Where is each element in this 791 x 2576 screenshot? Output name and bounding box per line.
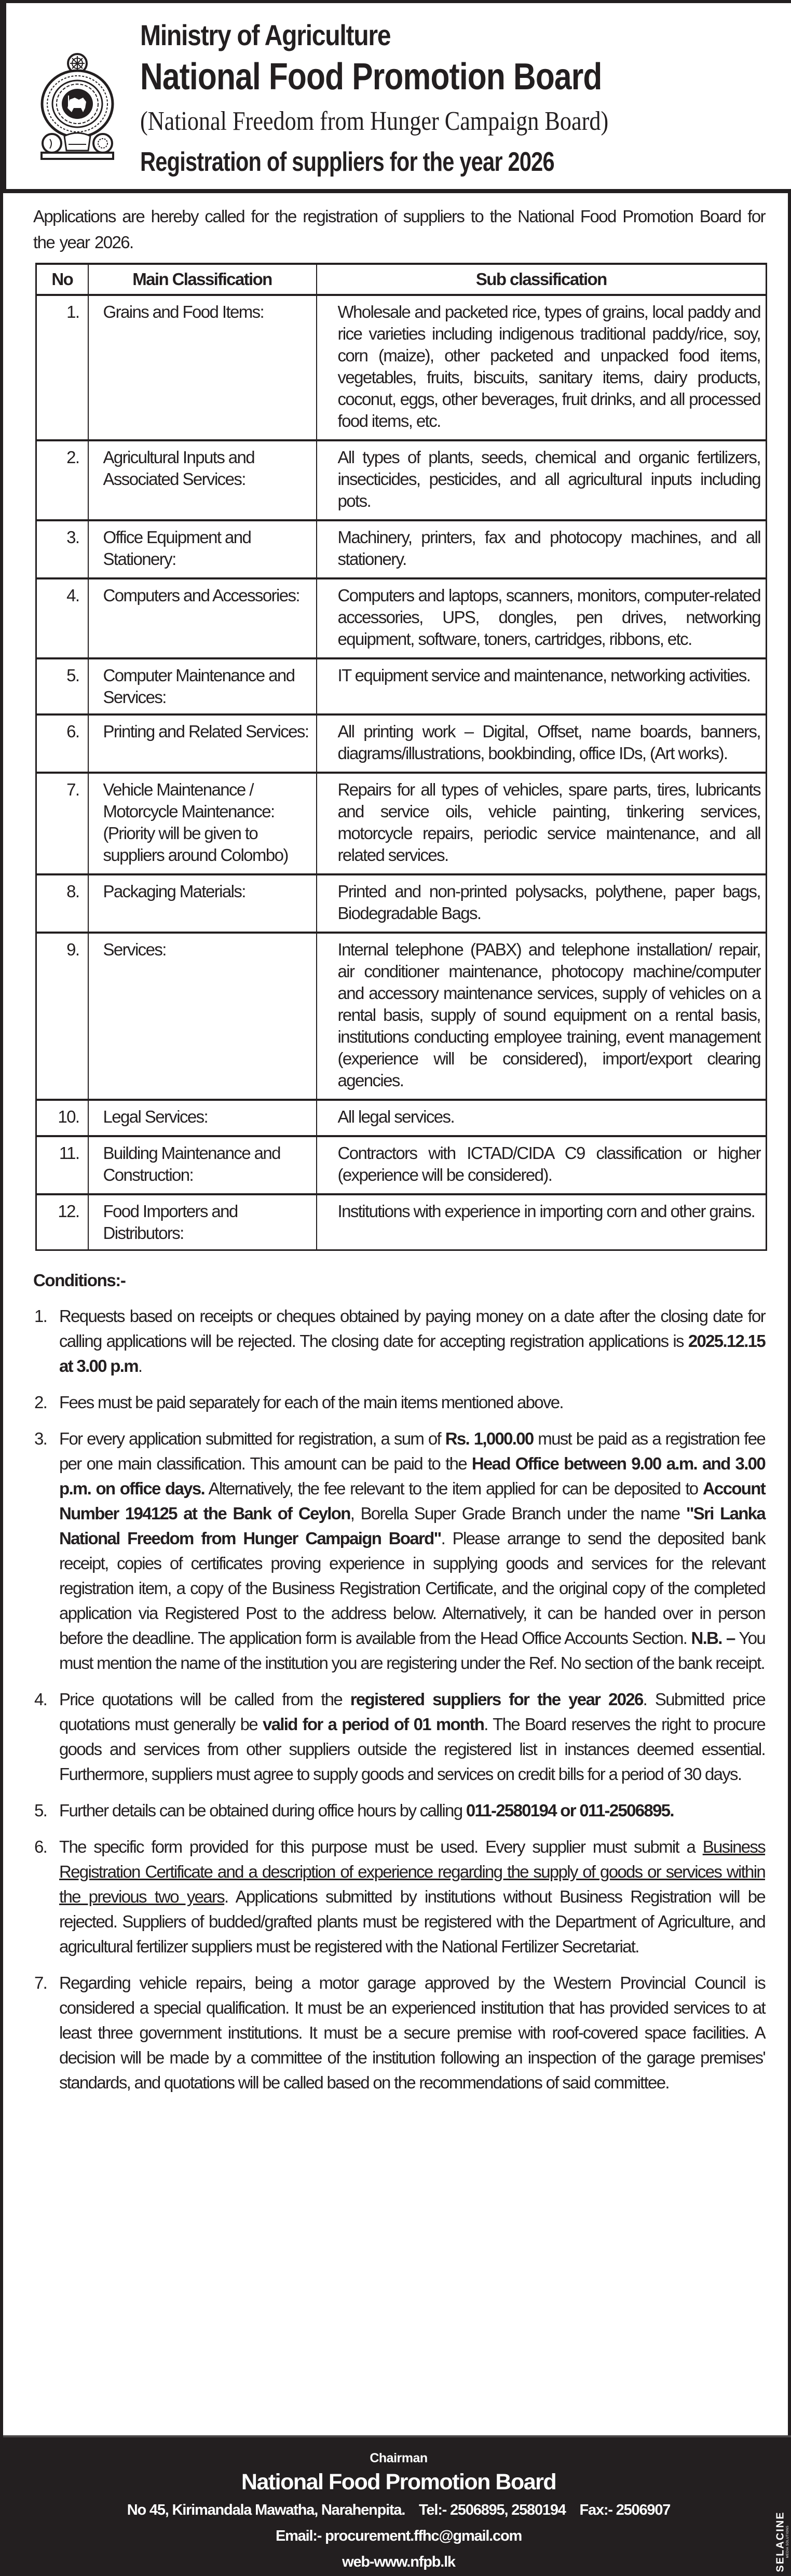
- emphasized-text: "Sri Lanka National Freedom from Hunger Campaign Board": [59, 1504, 765, 1548]
- main-classification: Packaging Materials:: [88, 874, 317, 933]
- condition-item: [33, 1426, 765, 1676]
- fax: Fax:- 2506907: [579, 2502, 671, 2518]
- website: web-www.nfpb.lk: [342, 2554, 455, 2570]
- condition-text: You must mention the name of the institution you are registering under the Ref. No section of the bank receipt.: [59, 1628, 765, 1673]
- condition-text: . Please arrange to send the deposited bank receipt, copies of certificates proving experience in supplying goods and services for the relevant registration item, a copy of the Business Registration Certificate, and the original copy of the completed application via Registered Post to the address below. Alternatively, it can be handed over in person before the deadline. The application form is available from the Head Office Accounts Section.: [59, 1529, 765, 1648]
- header: [3, 0, 791, 193]
- emphasized-text: Account Number 194125 at the Bank of Ceylon: [59, 1479, 766, 1523]
- emphasized-text: 2025.12.15 at 3.00 p.m: [59, 1331, 765, 1375]
- condition-text: Alternatively, the fee relevant to the item applied for can be deposited to: [204, 1479, 703, 1498]
- row-number: 8.: [36, 874, 88, 933]
- classification-table: [35, 263, 767, 1251]
- contact-address-line: [3, 2499, 791, 2521]
- board-name: National Food Promotion Board: [140, 56, 602, 98]
- underlined-text: Business Registration Certificate and a description of experience regarding the supply of goods or services within the previous two years: [59, 1837, 765, 1906]
- emphasized-text: registered suppliers for the year 2026: [350, 1690, 643, 1709]
- sub-classification: Repairs for all types of vehicles, spare parts, tires, lubricants and service oils, vehicle painting, tinkering services, motorcycle repairs, periodic service maintenance, and all related services.: [317, 773, 767, 874]
- condition-item: [33, 1798, 765, 1823]
- condition-text: , Borella Super Grade Branch under the name: [350, 1504, 686, 1523]
- header-titles: [140, 19, 779, 179]
- table-row: [36, 440, 767, 520]
- row-number: 11.: [36, 1136, 88, 1194]
- condition-number: 6.: [34, 1837, 47, 1856]
- row-number: 9.: [36, 933, 88, 1100]
- main-classification: Printing and Related Services:: [88, 714, 317, 773]
- address: No 45, Kirimandala Mawatha, Narahenpita.: [127, 2502, 405, 2518]
- condition-text: Further details can be obtained during office hours by calling: [59, 1801, 466, 1820]
- table-row: [36, 658, 767, 714]
- condition-text: Regarding vehicle repairs, being a motor garage approved by the Western Provincial Council is considered a special qualification. It must be an experienced institution that has provided services to at least three government institutions. It must be a secure premise with roof-covered space facilities. A decision will be made by a committee of the institution following an inspection of the garage premises' standards, and quotations will be called based on the recommendations of said committee.: [59, 1973, 765, 2092]
- table-row: [36, 1136, 767, 1194]
- condition-text: For every application submitted for registration, a sum of: [59, 1429, 445, 1448]
- row-number: 6.: [36, 714, 88, 773]
- row-number: 2.: [36, 440, 88, 520]
- notice-title: Registration of suppliers for the year 2026: [140, 147, 554, 177]
- footer: [3, 2435, 791, 2576]
- row-number: 7.: [36, 773, 88, 874]
- col-header-sub-classification: Sub classification: [317, 264, 767, 295]
- email: Email:- procurement.ffhc@gmail.com: [275, 2528, 522, 2544]
- row-number: 1.: [36, 295, 88, 440]
- intro-paragraph: Applications are hereby called for the registration of suppliers to the National Food Promotion Board for the year 2026.: [33, 207, 765, 252]
- table-row: [36, 1100, 767, 1136]
- table-row: [36, 520, 767, 578]
- agency-name: SELACINE: [774, 2511, 786, 2572]
- condition-item: [33, 1304, 765, 1379]
- conditions-heading: Conditions:-: [33, 1271, 126, 1290]
- condition-number: 5.: [34, 1801, 47, 1820]
- main-classification: Agricultural Inputs and Associated Services:: [88, 440, 317, 520]
- condition-number: 7.: [34, 1973, 47, 1992]
- col-header-no: No: [36, 264, 88, 295]
- table-row: [36, 874, 767, 933]
- sub-classification: All legal services.: [317, 1100, 767, 1136]
- condition-text: Price quotations will be called from the: [59, 1690, 350, 1709]
- row-number: 5.: [36, 658, 88, 714]
- ministry-name: Ministry of Agriculture: [140, 19, 391, 51]
- sub-classification: All types of plants, seeds, chemical and organic fertilizers, insecticides, pesticides, and all agricultural inputs including pots.: [317, 440, 767, 520]
- condition-number: 1.: [34, 1306, 47, 1326]
- condition-item: [33, 1390, 765, 1415]
- condition-item: [33, 1835, 765, 1959]
- condition-number: 3.: [34, 1429, 47, 1448]
- sub-classification: IT equipment service and maintenance, networking activities.: [317, 658, 767, 714]
- emphasized-text: Rs. 1,000.00: [445, 1429, 534, 1448]
- row-number: 3.: [36, 520, 88, 578]
- telephone: Tel:- 2506895, 2580194: [419, 2502, 566, 2518]
- sub-classification: Computers and laptops, scanners, monitors, computer-related accessories, UPS, dongles, pen drives, networking equipment, software, toners, cartridges, ribbons, etc.: [317, 578, 767, 658]
- emphasized-text: Head Office between 9.00 a.m. and 3.00 p.m. on office days.: [59, 1454, 765, 1498]
- row-number: 12.: [36, 1194, 88, 1250]
- table-row: [36, 578, 767, 658]
- agency-tagline: MEDIA SOLUTIONS: [786, 2525, 789, 2558]
- row-number: 4.: [36, 578, 88, 658]
- condition-number: 4.: [34, 1690, 47, 1709]
- main-classification: Office Equipment and Stationery:: [88, 520, 317, 578]
- notice-body: [33, 204, 765, 2107]
- emphasized-text: 011-2580194 or 011-2506895.: [466, 1801, 674, 1820]
- condition-text: . The Board reserves the right to procure goods and services from other suppliers outside the registered list in instances deemed essential. Furthermore, suppliers must agree to supply goods and services on credit bills for a period of 30 days.: [59, 1715, 765, 1784]
- sri-lanka-emblem-icon: [38, 52, 116, 162]
- main-classification: Food Importers and Distributors:: [88, 1194, 317, 1250]
- sub-classification: Internal telephone (PABX) and telephone installation/ repair, air conditioner maintenance, photocopy machine/computer and accessory maintenance services, supply of vehicles on a rental basis, supply of sound equipment on a rental basis, institutions conducting employee training, event management (experience will be considered), import/export clearing agencies.: [317, 933, 767, 1100]
- campaign-board-name: (National Freedom from Hunger Campaign Board): [140, 106, 609, 136]
- table-row: [36, 295, 767, 440]
- main-classification: Building Maintenance and Construction:: [88, 1136, 317, 1194]
- emphasized-text: N.B. –: [691, 1628, 735, 1648]
- row-number: 10.: [36, 1100, 88, 1136]
- table-row: [36, 773, 767, 874]
- main-classification: Computer Maintenance and Services:: [88, 658, 317, 714]
- conditions-list: [33, 1304, 765, 2095]
- table-row: [36, 933, 767, 1100]
- footer-board-name: National Food Promotion Board: [241, 2470, 556, 2494]
- table-header-row: [36, 264, 767, 295]
- table-row: [36, 1194, 767, 1250]
- signatory-title: Chairman: [370, 2451, 428, 2465]
- agency-logo: [771, 2511, 790, 2573]
- main-classification: Computers and Accessories:: [88, 578, 317, 658]
- condition-text: . Applications submitted by institutions without Business Registration will be rejected. Suppliers of budded/grafted plants must be registered with the Department of Agriculture, and agricultural fertilizer suppliers must be registered with the National Fertilizer Secretariat.: [59, 1887, 765, 1956]
- emphasized-text: valid for a period of 01 month: [262, 1715, 484, 1734]
- sub-classification: Institutions with experience in importing corn and other grains.: [317, 1194, 767, 1250]
- condition-text: The specific form provided for this purpose must be used. Every supplier must submit a: [59, 1837, 703, 1856]
- sub-classification: Wholesale and packeted rice, types of grains, local paddy and rice varieties including indigenous traditional paddy/rice, soy, corn (maize), other packeted and unpacked food items, vegetables, fruits, biscuits, sanitary items, dairy products, coconut, eggs, other beverages, fruit drinks, and all processed food items, etc.: [317, 295, 767, 440]
- sub-classification: Printed and non-printed polysacks, polythene, paper bags, Biodegradable Bags.: [317, 874, 767, 933]
- main-classification: Vehicle Maintenance / Motorcycle Maintenance: (Priority will be given to suppliers around Colombo): [88, 773, 317, 874]
- condition-text: must be paid as a registration fee per one main classification. This amount can be paid to the: [59, 1429, 765, 1473]
- sub-classification: All printing work – Digital, Offset, name boards, banners, diagrams/illustrations, bookbinding, office IDs, (Art works).: [317, 714, 767, 773]
- main-classification: Services:: [88, 933, 317, 1100]
- condition-text: .: [138, 1356, 142, 1375]
- condition-item: [33, 1971, 765, 2095]
- main-classification: Grains and Food Items:: [88, 295, 317, 440]
- condition-text: Requests based on receipts or cheques obtained by paying money on a date after the closing date for calling applications will be rejected. The closing date for accepting registration applications is: [59, 1306, 765, 1351]
- condition-number: 2.: [34, 1393, 47, 1412]
- condition-text: . Submitted price quotations must generally be: [59, 1690, 765, 1734]
- condition-item: [33, 1687, 765, 1787]
- main-classification: Legal Services:: [88, 1100, 317, 1136]
- condition-text: Fees must be paid separately for each of the main items mentioned above.: [59, 1393, 563, 1412]
- sub-classification: Contractors with ICTAD/CIDA C9 classification or higher (experience will be considered).: [317, 1136, 767, 1194]
- col-header-main-classification: Main Classification: [88, 264, 317, 295]
- sub-classification: Machinery, printers, fax and photocopy machines, and all stationery.: [317, 520, 767, 578]
- table-row: [36, 714, 767, 773]
